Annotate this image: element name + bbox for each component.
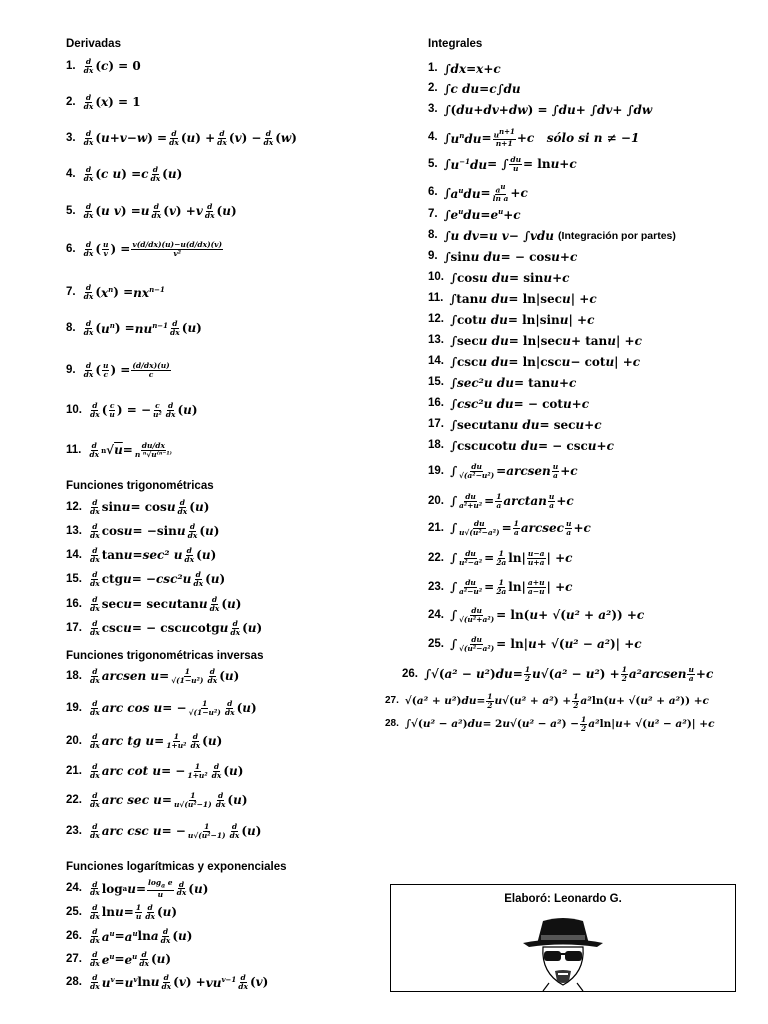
integral-formula-2: 2. ∫ c du = c ∫ du [428,82,521,96]
integral-formula-16: 16. ∫ csc²u du = − cot u + c [428,397,590,411]
derivative-formula-20: 20. d dx arc tg u = 1 1+u² d dx ( u ) [66,732,223,750]
integral-formula-6: 6. ∫ $a^udu$ = $a^u$ ln a + c [428,182,528,204]
integral-formula-8: 8. ∫ u dv = u v − ∫ vdu (Integración por partes) [428,229,676,243]
derivative-formula-15: 15. d dx ctg u = − csc²u d dx ( u ) [66,570,226,588]
derivative-formula-22: 22. d dx arc sec u = 1 u√(u²−1) d dx ( u ) [66,791,248,809]
trig-heading: Funciones trigonométricas [66,480,214,492]
integral-formula-3: 3. ∫( du + dv + dw ) = ∫ du + ∫ dv + ∫ dw [428,103,653,117]
integral-formula-19: 19. ∫ du √(a²−u²) = arcsen u a + c [428,462,578,480]
derivative-formula-19: 19. d dx arc cos u = − 1 √(1−u²) d dx ( u ) [66,699,257,717]
derivative-formula-8: 8. d dx ( $u^n$ ) = $nu^{n-1}$ d dx ( u ) [66,319,202,337]
derivative-formula-6: 6. d dx ( u v ) = v(d/dx)(u)−u(d/dx)(v) v² [66,240,223,258]
integral-formula-12: 12. ∫cot u du = ln|sin u | + c [428,313,595,327]
derivative-formula-4: 4. d dx ( c u ) = c d dx ( u ) [66,165,183,183]
integral-formula-18: 18. ∫csc u cot u du = − csc u + c [428,439,614,453]
derivative-formula-17: 17. d dx csc u = − csc u cotg u d dx ( u ) [66,619,263,637]
author-label: Elaboró: Leonardo G. [504,893,622,905]
derivative-formula-13: 13. d dx cos u = −sin u d dx ( u ) [66,522,220,540]
integral-formula-25: 25. ∫ du √(u²−a²) = ln| u + √( u² − a² )| + c [428,635,642,653]
derivative-formula-18: 18. d dx arcsen u = 1 √(1−u²) d dx ( u ) [66,667,240,685]
integral-formula-11: 11. ∫tan u du = ln|sec u | + c [428,292,597,306]
integral-formula-10: 10. ∫cos u du = sin u + c [428,271,570,285]
derivative-formula-2: 2. d dx ( x ) = 1 [66,93,141,111]
derivative-formula-26: 26. d dx $a^u$ = $a^u$ ln a d dx ( u ) [66,927,193,945]
derivative-formula-11: 11. d dx n √ u = du/dx n ⁿ√u⁽ⁿ⁻¹⁾ [66,441,172,459]
integral-formula-14: 14. ∫csc u du = ln|csc u − cot u | + c [428,355,641,369]
integral-formula-13: 13. ∫sec u du = ln|sec u + tan u | + c [428,334,642,348]
integral-formula-1: 1. ∫ dx = x + c [428,62,501,76]
integral-formula-17: 17. ∫sec u tan u du = sec u + c [428,418,602,432]
integral-formula-21: 21. ∫ du u√(u²−a²) = 1 a arcsec u a + c [428,519,591,537]
integral-formula-26: 26. ∫√( a² − u² ) du = 1 2 u √( a² − u² ) + 1 2 a²arcsen u a + c [402,665,714,683]
derivative-formula-16: 16. d dx sec u = sec u tan u d dx ( u ) [66,595,242,613]
integral-formula-5: 5. ∫ $u^{-1}du$ = ∫ du u = ln u + c [428,155,577,173]
derivative-formula-21: 21. d dx arc cot u = − 1 1+u² d dx ( u ) [66,762,244,780]
derivative-formula-5: 5. d dx ( u v ) = u d dx ( v ) + v d dx ( u ) [66,202,237,220]
derivative-formula-27: 27. d dx $e^u$ = $e^u$ d dx ( u ) [66,950,172,968]
author-box [390,884,736,992]
derivative-formula-1: 1. d dx ( c ) = 0 [66,57,141,75]
integral-formula-24: 24. ∫ du √(u²+a²) = ln( u + √( u² + a² )) + c [428,606,645,624]
derivative-formula-14: 14. d dx tan u = sec² u d dx ( u ) [66,546,217,564]
integral-formula-9: 9. ∫sin u du = − cos u + c [428,250,578,264]
author-portrait-image [513,913,613,991]
log-exp-heading: Funciones logarítmicas y exponenciales [66,861,287,873]
derivative-formula-9: 9. d dx ( u c ) = (d/dx)(u) c [66,361,170,379]
integrals-heading: Integrales [428,38,483,50]
integral-formula-27: 27. √( a² + u² ) du = 1 2 u √( u² + a² ) + 1 2 a² ln( u + √( u² + a² )) + c [385,692,709,710]
derivative-formula-23: 23. d dx arc csc u = − 1 u√(u²−1) d dx ( u ) [66,822,262,840]
integral-formula-22: 22. ∫ du u²−a² = 1 2a ln| u−a u+a | + c [428,549,573,567]
integral-formula-15: 15. ∫ sec²u du = tan u + c [428,376,577,390]
integral-formula-23: 23. ∫ du a²−u² = 1 2a ln| a+u a−u | + c [428,578,573,596]
integral-formula-20: 20. ∫ du a²+u² = 1 a arctan u a + c [428,492,574,510]
derivative-formula-10: 10. d dx ( c u ) = − c u² d dx ( u ) [66,401,198,419]
derivative-formula-24: 24. d dx log a u = $\log_a e$ u d dx ( u ) [66,878,209,900]
integral-formula-7: 7. ∫ $e^udu$ = $e^u$ + c [428,207,521,222]
derivative-formula-7: 7. d dx ( $x^n$ ) = $nx^{n-1}$ [66,283,165,301]
integral-formula-4: 4. ∫ $u^ndu$ = $u^{n+1}$ n+1 + c sólo si n ≠ −1 [428,127,640,149]
integral-formula-28: 28. ∫√( u² − a² ) du = 2 u √( u² − a² ) − 1 2 a² ln| u + √( u² − a² )| + c [385,715,715,733]
derivative-formula-3: 3. d dx ( u + v − w ) = d dx ( u ) + d dx ( v ) − d dx ( w ) [66,129,297,147]
derivative-formula-12: 12. d dx sin u = cos u d dx ( u ) [66,498,210,516]
derivative-formula-28: 28. d dx $u^v$ = $u^v$ ln u d dx ( v ) + $vu^{v-1}$ d dx ( v ) [66,973,269,991]
derivatives-heading: Derivadas [66,38,121,50]
inverse-trig-heading: Funciones trigonométricas inversas [66,650,264,662]
derivative-formula-25: 25. d dx ln u = 1 u d dx ( u ) [66,903,178,921]
